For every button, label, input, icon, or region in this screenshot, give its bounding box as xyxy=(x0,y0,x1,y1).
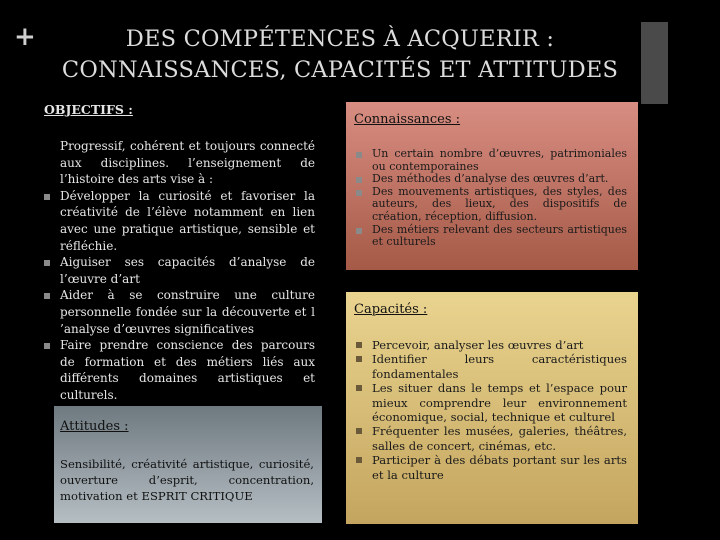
connaissances-list xyxy=(372,148,627,249)
capacite-item: Fréquenter les musées, galeries, théâtres, salles de concert, cinémas, etc. xyxy=(372,424,627,453)
objectives-list xyxy=(60,138,315,404)
objective-item: Développer la curiosité et favoriser la créativité de l’élève notamment en lien avec une pratique artistique, sensible et réfléchie. xyxy=(60,188,315,253)
capacites-box xyxy=(346,292,638,524)
objective-item: Aider à se construire une culture personnelle fondée sur la découverte et l ’analyse d’œuvres significatives xyxy=(60,288,315,336)
capacite-item: Identifier leurs caractéristiques fondamentales xyxy=(372,352,627,381)
objective-item: Faire prendre conscience des parcours de formation et des métiers liés aux différents domaines artistiques et culturels. xyxy=(60,338,315,402)
capacites-heading: Capacités : xyxy=(354,302,428,317)
connaissance-item: Un certain nombre d’œuvres, patrimoniales ou contemporaines xyxy=(372,147,627,173)
objective-item: Aiguiser ses capacités d’analyse de l’œuvre d’art xyxy=(60,255,315,286)
slide-title xyxy=(40,24,640,86)
connaissances-box xyxy=(346,102,638,270)
attitudes-heading: Attitudes : xyxy=(60,419,129,434)
objectives-heading: OBJECTIFS : xyxy=(44,102,133,117)
slide-title-line-1: DES COMPÉTENCES À ACQUERIR : xyxy=(125,26,555,52)
capacite-item: Les situer dans le temps et l’espace pour mieux comprendre leur environnement économique, social, technique et culturel xyxy=(372,381,627,425)
connaissance-item: Des méthodes d’analyse des œuvres d’art. xyxy=(372,173,627,186)
attitudes-box xyxy=(54,406,322,523)
capacite-item: Percevoir, analyser les œuvres d’art xyxy=(372,338,627,352)
capacites-list xyxy=(372,338,627,482)
sidebar-accent-block xyxy=(641,22,668,104)
plus-icon: + xyxy=(14,22,36,52)
connaissance-item: Des métiers relevant des secteurs artistiques et culturels xyxy=(372,222,627,249)
connaissance-item: Des mouvements artistiques, des styles, des auteurs, des lieux, des dispositifs de création, réception, diffusion. xyxy=(372,184,627,223)
objectives-intro: Progressif, cohérent et toujours connecté aux disciplines. l’enseignement de l’histoire des arts vise à : xyxy=(60,139,315,187)
connaissances-heading: Connaissances : xyxy=(354,112,461,127)
attitudes-text: Sensibilité, créativité artistique, curiosité, ouverture d’esprit, concentration, motivation et ESPRIT CRITIQUE xyxy=(60,457,314,503)
capacite-item: Participer à des débats portant sur les arts et la culture xyxy=(372,453,627,482)
slide-title-line-2: CONNAISSANCES, CAPACITÉS ET ATTITUDES xyxy=(61,57,619,83)
